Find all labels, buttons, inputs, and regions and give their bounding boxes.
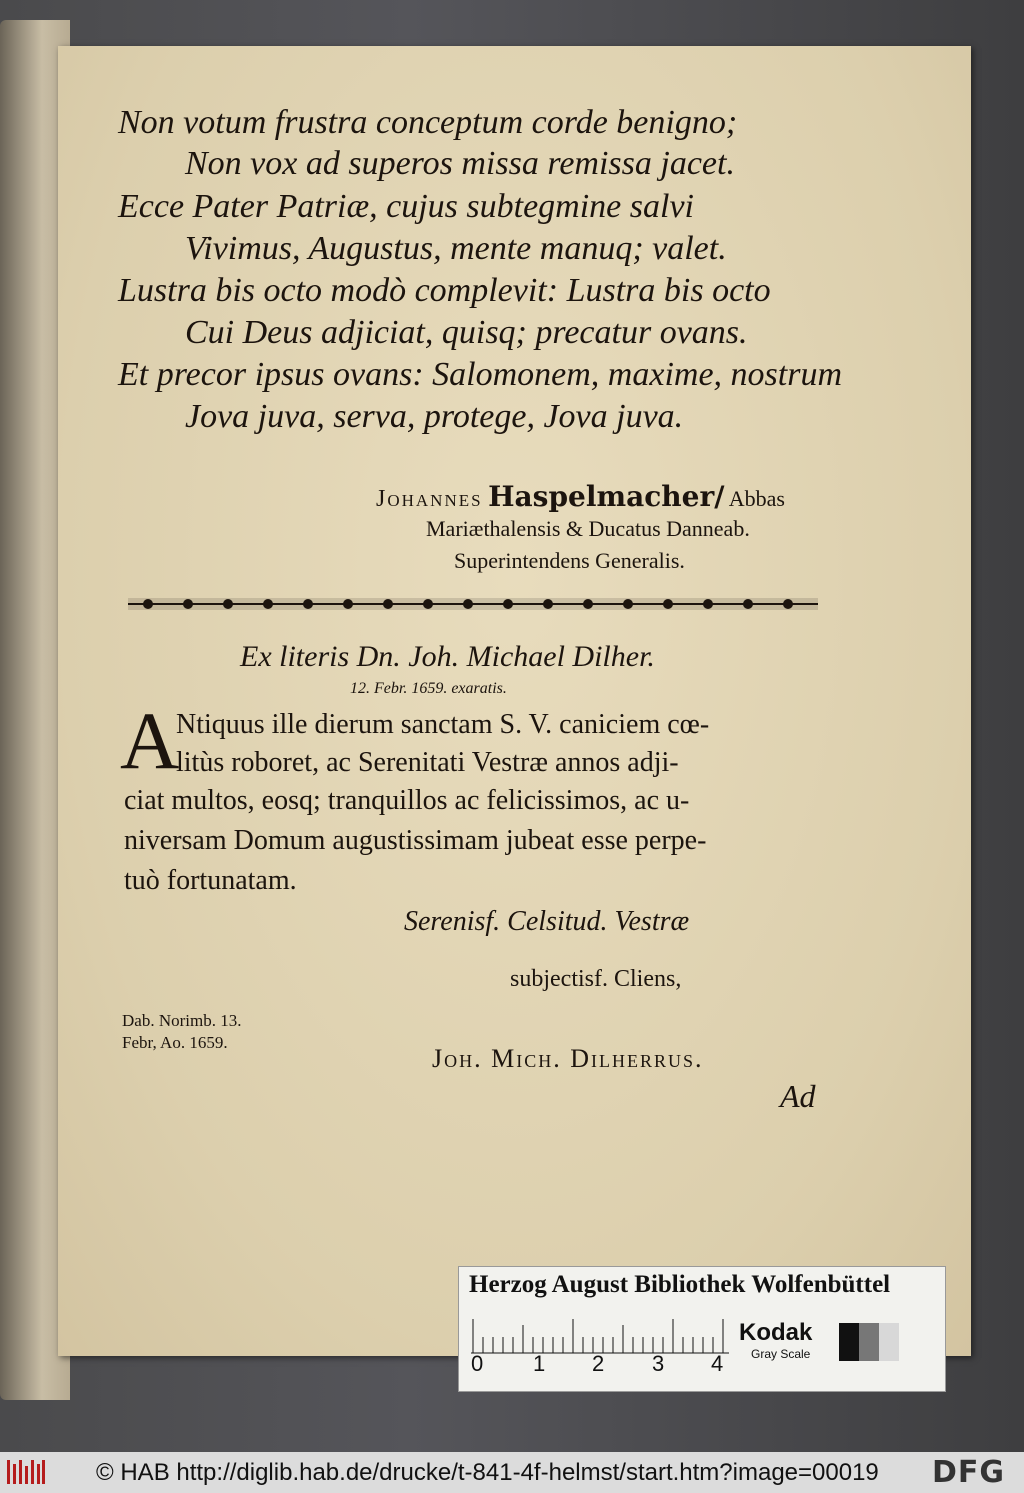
ornament-divider <box>128 584 818 624</box>
signature-affiliation: Mariæthalensis & Ducatus Danneab. <box>426 516 750 541</box>
verse-line: Non vox ad superos missa remissa jacet. <box>185 145 735 182</box>
ruler-number: 1 <box>533 1351 546 1376</box>
closing-cliens: subjectisf. Cliens, <box>510 966 682 992</box>
footer-bar <box>0 1452 1024 1493</box>
signer-title: Abbas <box>728 486 785 511</box>
gray-scale-patches <box>839 1323 899 1361</box>
ruler-number: 0 <box>471 1351 484 1376</box>
letter-signer: Joh. Mich. Dilherrus. <box>432 1044 704 1073</box>
catchword: Ad <box>780 1078 816 1114</box>
dfg-logo: DFG <box>932 1455 1006 1490</box>
verse-line: Lustra bis octo modò complevit: Lustra bis octo <box>118 272 771 309</box>
kodak-logo: Kodak <box>739 1319 813 1346</box>
signature-line <box>376 480 785 513</box>
letter-line: litùs roboret, ac Serenitati Vestræ annos adji- <box>176 747 679 778</box>
verse-line: Et precor ipsus ovans: Salomonem, maxime, nostrum <box>118 356 842 393</box>
letter-line: Ntiquus ille dierum sanctam S. V. caniciem cœ- <box>176 709 710 740</box>
letter-heading: Ex literis Dn. Joh. Michael Dilher. <box>240 640 655 673</box>
letter-line: tuò fortunatam. <box>124 865 297 896</box>
dated-place: Dab. Norimb. 13. Febr, Ao. 1659. <box>122 1011 242 1052</box>
ruler-number: 3 <box>652 1351 665 1376</box>
signer-first-name: Johannes <box>376 486 483 512</box>
ruler-number: 4 <box>711 1351 724 1376</box>
copyright-url: © HAB http://diglib.hab.de/drucke/t-841-4f-helmst/start.htm?image=00019 <box>96 1459 879 1486</box>
verse-line: Non votum frustra conceptum corde benigno; <box>118 104 738 141</box>
verse-line: Jova juva, serva, protege, Jova juva. <box>185 398 684 435</box>
gray-scale-label: Gray Scale <box>751 1347 811 1361</box>
letter-date: 12. Febr. 1659. exaratis. <box>350 680 507 697</box>
library-name: Herzog August Bibliothek Wolfenbüttel <box>469 1271 891 1298</box>
signer-surname: Haspelmacher/ <box>488 480 725 513</box>
library-color-card <box>458 1266 946 1392</box>
hab-logo-icon <box>6 1458 46 1486</box>
verse-line: Vivimus, Augustus, mente manuq; valet. <box>185 230 727 267</box>
verse-line: Ecce Pater Patriæ, cujus subtegmine salvi <box>118 188 694 225</box>
ruler-number: 2 <box>592 1351 605 1376</box>
verse-line: Cui Deus adjiciat, quisq; precatur ovans. <box>185 314 748 351</box>
drop-capital: A <box>120 695 180 786</box>
closing-salutation: Serenisf. Celsitud. Vestræ <box>404 906 690 937</box>
letter-line: ciat multos, eosq; tranquillos ac felicissimos, ac u- <box>124 785 690 816</box>
signature-office: Superintendens Generalis. <box>454 548 685 573</box>
letter-line: niversam Domum augustissimam jubeat esse perpe- <box>124 825 707 856</box>
